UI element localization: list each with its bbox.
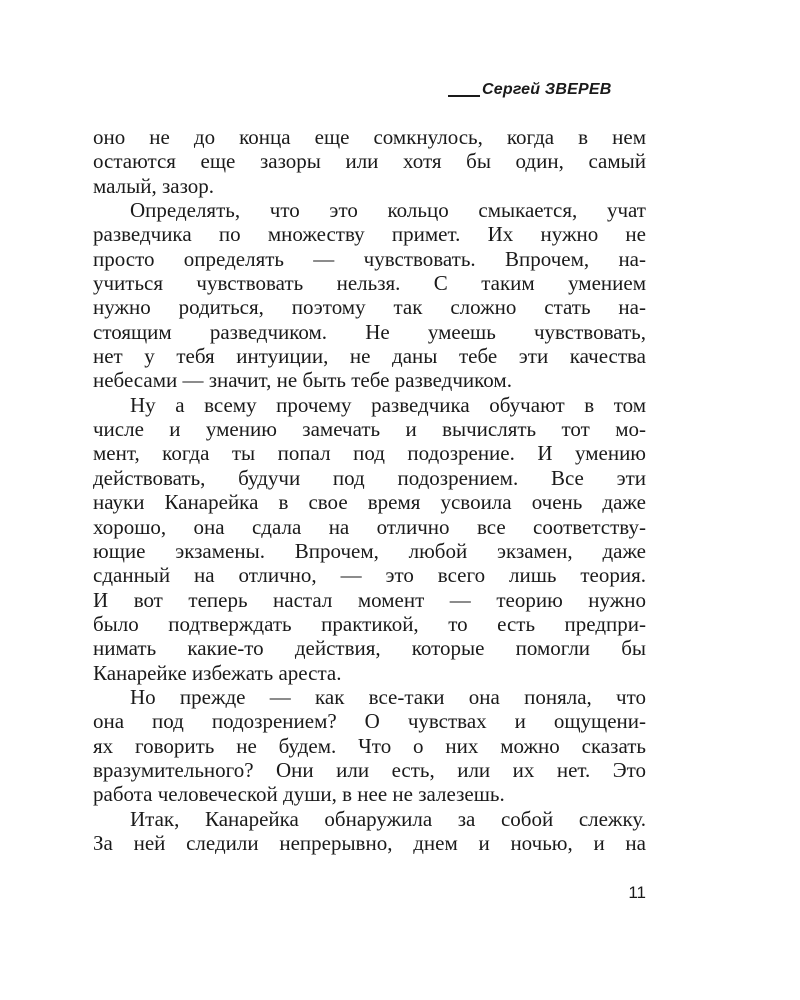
text-line: нет у тебя интуиции, не даны тебе эти качества bbox=[93, 344, 646, 369]
text-line: вразумительного? Они или есть, или их нет. Это bbox=[93, 757, 646, 782]
text-line: Но прежде — как все-таки она поняла, что bbox=[130, 684, 646, 709]
running-head-rule bbox=[448, 95, 480, 97]
text-line: небесами — значит, не быть тебе разведчиком. bbox=[93, 368, 512, 393]
text-line: ющие экзамены. Впрочем, любой экзамен, даже bbox=[93, 538, 646, 563]
author-name: Сергей ЗВЕРЕВ bbox=[482, 81, 612, 98]
text-line: остаются еще зазоры или хотя бы один, самый bbox=[93, 149, 646, 174]
body-text bbox=[93, 125, 646, 855]
text-line: Канарейке избежать ареста. bbox=[93, 660, 342, 685]
text-line: числе и умению замечать и вычислять тот мо- bbox=[93, 417, 646, 442]
text-line: науки Канарейка в свое время усвоила очень даже bbox=[93, 490, 646, 515]
text-line: было подтверждать практикой, то есть предпри- bbox=[93, 611, 646, 636]
text-line: хорошо, она сдала на отлично все соответству- bbox=[93, 514, 646, 539]
text-line: Ну а всему прочему разведчика обучают в том bbox=[130, 392, 646, 417]
text-line: разведчика по множеству примет. Их нужно не bbox=[93, 222, 646, 247]
text-line: И вот теперь настал момент — теорию нужно bbox=[93, 587, 646, 612]
page-number: 11 bbox=[628, 883, 646, 902]
text-line: действовать, будучи под подозрением. Все эти bbox=[93, 465, 646, 490]
text-line: стоящим разведчиком. Не умеешь чувствовать, bbox=[93, 319, 646, 344]
text-line: просто определять — чувствовать. Впрочем, на- bbox=[93, 246, 646, 271]
text-line: она под подозрением? О чувствах и ощущени- bbox=[93, 709, 646, 734]
text-line: Итак, Канарейка обнаружила за собой слежку. bbox=[130, 806, 646, 831]
text-line: сданный на отлично, — это всего лишь теория. bbox=[93, 563, 646, 588]
text-line: оно не до конца еще сомкнулось, когда в нем bbox=[93, 125, 646, 149]
text-line: За ней следили непрерывно, днем и ночью, и на bbox=[93, 830, 646, 855]
text-line: нимать какие-то действия, которые помогли бы bbox=[93, 636, 646, 661]
text-line: малый, зазор. bbox=[93, 173, 215, 198]
text-line: нужно родиться, поэтому так сложно стать на- bbox=[93, 295, 646, 320]
text-line: ях говорить не будем. Что о них можно сказать bbox=[93, 733, 646, 758]
text-line: мент, когда ты попал под подозрение. И умению bbox=[93, 441, 646, 466]
text-line: учиться чувствовать нельзя. С таким умением bbox=[93, 271, 646, 296]
text-line: работа человеческой души, в нее не залезешь. bbox=[93, 782, 505, 807]
text-line: Определять, что это кольцо смыкается, учат bbox=[130, 198, 646, 223]
running-head bbox=[448, 78, 612, 100]
